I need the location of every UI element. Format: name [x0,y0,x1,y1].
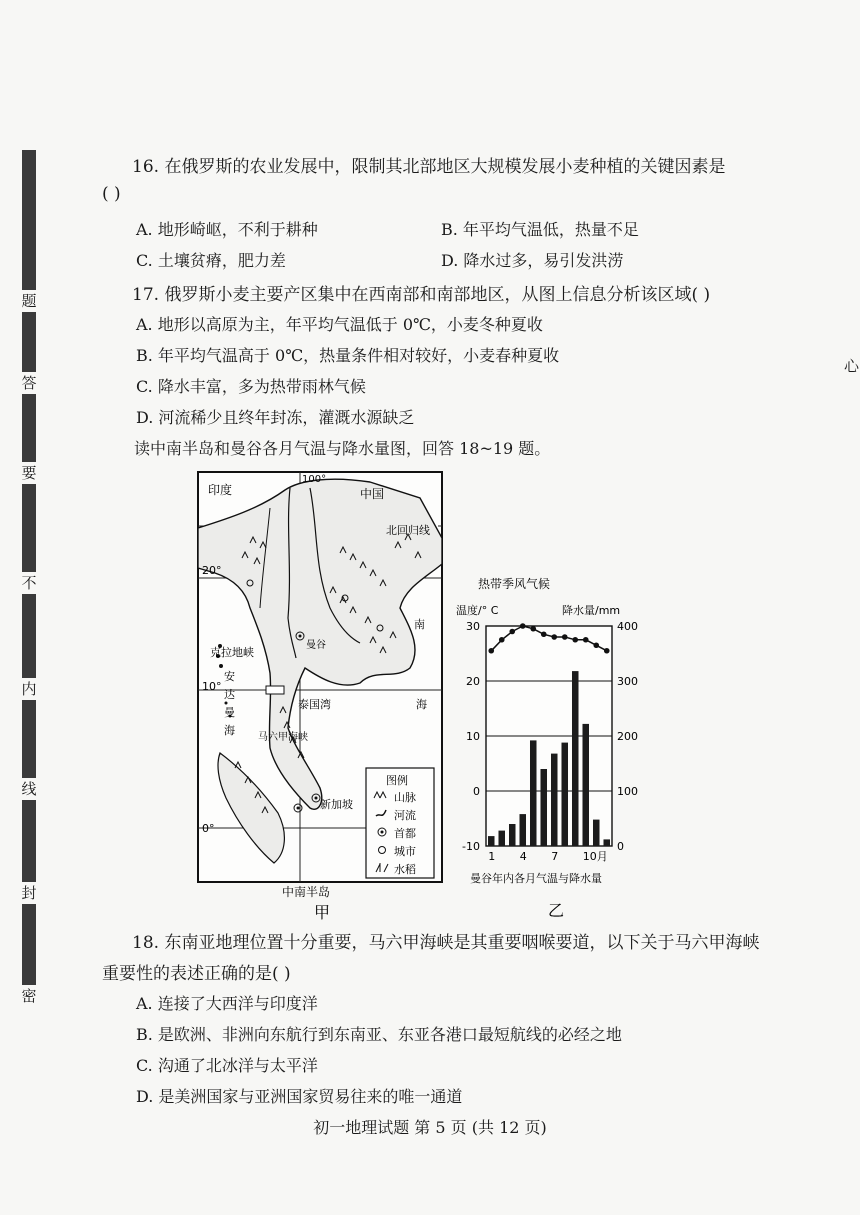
legend-capital: 首都 [394,827,416,840]
chart-temp-point [593,642,599,648]
chart-ytick-right: 300 [617,675,638,688]
chart-xtick: 1 [488,850,496,863]
legend-mountain: 山脉 [394,791,416,804]
label-andaman-4: 海 [224,724,235,737]
chart-ylabel-left: 温度/° C [456,604,499,617]
chart-xtick: 10月 [582,850,608,863]
chart-bar [572,671,579,846]
label-bangkok: 曼谷 [306,640,326,651]
chart-bar [582,724,589,846]
q16-option-a: A. 地形崎岖，不利于耕种 [136,220,318,239]
figure-intro: 读中南半岛和曼谷各月气温与降水量图，回答 18~19 题。 [134,439,551,458]
q16-option-b: B. 年平均气温低，热量不足 [441,220,639,239]
label-andaman-3: 曼 [224,706,235,719]
label-lon-100: 100° [302,474,327,485]
chart-bar [509,824,516,846]
label-south: 南 [414,618,425,631]
label-andaman-1: 安 [224,670,235,683]
seal-char: 题 [18,290,40,312]
label-tropic: 北回归线 [386,524,430,537]
chart-bar [498,831,505,846]
seal-char: 答 [18,372,40,394]
seal-char: 内 [18,678,40,700]
chart-caption: 曼谷年内各月气温与降水量 [470,872,602,885]
q17-option-b: B. 年平均气温高于 0℃，热量条件相对较好，小麦春种夏收 [136,346,560,365]
q18-option-d: D. 是美洲国家与亚洲国家贸易往来的唯一通道 [136,1087,463,1106]
right-edge-char: 心 [844,357,860,375]
chart-temp-point [509,629,515,635]
indochina-map [190,468,450,928]
label-sea: 海 [416,698,427,711]
chart-temp-point [583,637,589,643]
legend-rice: 水稻 [394,863,416,876]
chart-title: 热带季风气候 [478,577,551,591]
map-caption: 中南半岛 [282,885,331,899]
q17-option-c: C. 降水丰富，多为热带雨林气候 [136,377,366,396]
q18-stem-line1: 18. 东南亚地理位置十分重要，马六甲海峡是其重要咽喉要道，以下关于马六甲海峡 [132,933,760,953]
chart-ytick-right: 400 [617,620,638,633]
q18-option-b: B. 是欧洲、非洲向东航行到东南亚、东亚各港口最短航线的必经之地 [136,1025,622,1044]
label-malacca: 马六甲海峡 [258,732,308,743]
chart-xtick: 4 [519,850,527,863]
label-lat-0: 0° [202,822,215,835]
page-footer: 初一地理试题 第 5 页 (共 12 页) [313,1118,547,1137]
chart-ytick-left: -10 [462,840,480,853]
label-gulf: 泰国湾 [298,698,331,711]
legend-river: 河流 [394,809,416,822]
q16-option-d: D. 降水过多，易引发洪涝 [441,251,624,270]
chart-bar [530,740,537,846]
q17-stem: 17. 俄罗斯小麦主要产区集中在西南部和南部地区，从图上信息分析该区域( ) [132,285,711,305]
q18-option-a: A. 连接了大西洋与印度洋 [136,994,318,1013]
seal-char: 要 [18,462,40,484]
chart-bar [593,820,600,846]
q17-option-d: D. 河流稀少且终年封冻，灌溉水源缺乏 [136,408,415,427]
chart-xtick: 7 [551,850,559,863]
chart-temp-point [604,648,610,654]
q16-stem: 16. 在俄罗斯的农业发展中，限制其北部地区大规模发展小麦种植的关键因素是 [132,157,726,177]
label-andaman-2: 达 [224,688,235,701]
chart-bar [561,743,568,846]
q16-option-c: C. 土壤贫瘠，肥力差 [136,251,286,270]
chart-ytick-right: 200 [617,730,638,743]
chart-temp-point [572,637,578,643]
label-india: 印度 [208,483,233,497]
chart-temp-point [530,626,536,632]
map-figure-label: 甲 [314,903,331,922]
q18-stem-line2: 重要性的表述正确的是( ) [102,964,291,984]
label-lat-10: 10° [202,680,222,693]
chart-ytick-right: 100 [617,785,638,798]
chart-ylabel-right: 降水量/mm [562,604,621,617]
legend-title: 图例 [386,774,408,787]
chart-bar [603,839,610,846]
label-kra: 克拉地峡 [210,646,254,659]
chart-ytick-left: 30 [466,620,480,633]
q18-option-c: C. 沟通了北冰洋与太平洋 [136,1056,318,1075]
chart-bar [540,769,547,846]
bangkok-climate-chart [452,570,652,928]
chart-temp-point [488,648,494,654]
seal-char: 线 [18,778,40,800]
q17-option-a: A. 地形以高原为主，年平均气温低于 0℃，小麦冬种夏收 [136,315,543,334]
seal-char: 封 [18,882,40,904]
seal-char: 不 [18,572,40,594]
chart-temp-point [520,623,526,629]
chart-temp-point [541,631,547,637]
chart-bar [551,754,558,846]
chart-temp-point [562,634,568,640]
chart-ytick-left: 20 [466,675,480,688]
label-china: 中国 [360,487,385,501]
chart-bar [488,836,495,846]
legend-city: 城市 [394,845,416,858]
chart-bar [519,814,526,846]
chart-ytick-left: 0 [473,785,480,798]
chart-ytick-right: 0 [617,840,624,853]
chart-temp-point [499,637,505,643]
seal-char: 密 [18,985,40,1007]
label-singapore: 新加坡 [320,798,353,811]
chart-ytick-left: 10 [466,730,480,743]
label-lat-20: 20° [202,564,222,577]
chart-figure-label: 乙 [548,901,565,920]
q16-answer-paren: ( ) [102,184,121,204]
chart-temp-point [551,634,557,640]
